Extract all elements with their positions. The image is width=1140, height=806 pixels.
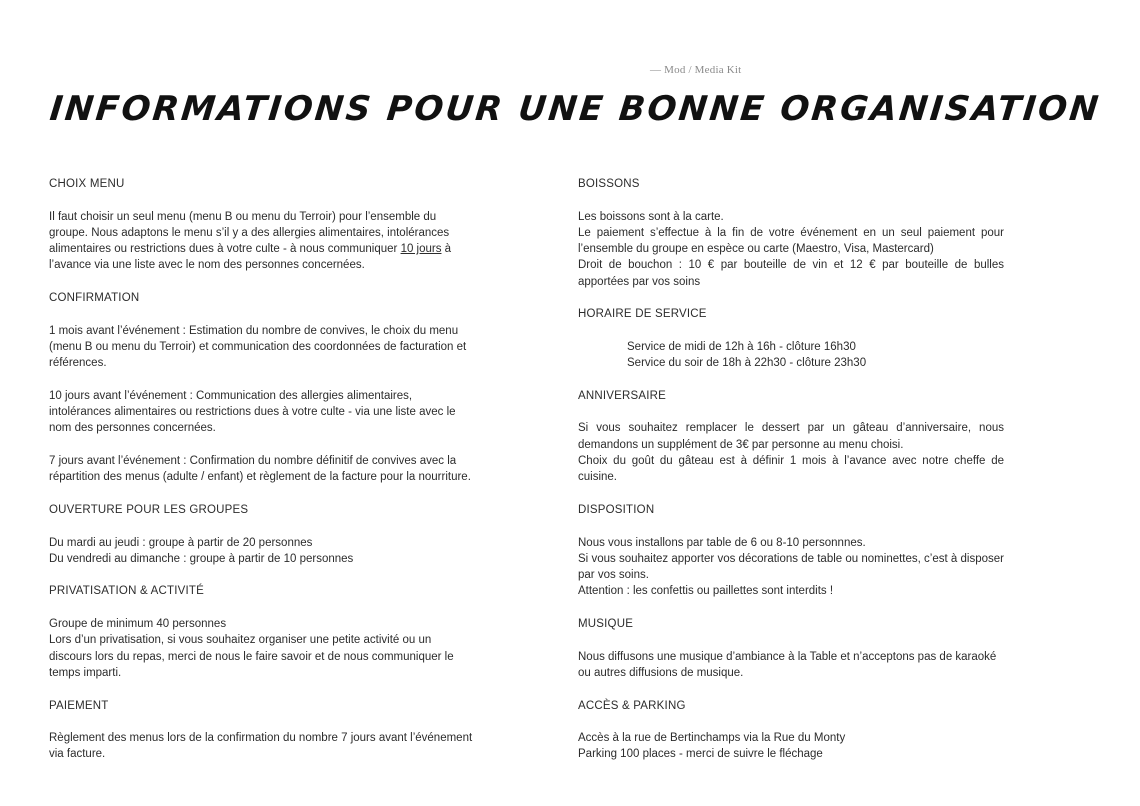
paiement-text: Règlement des menus lors de la confirmation du nombre 7 jours avant l’événement via facture. <box>49 732 473 761</box>
page-title: INFORMATIONS POUR UNE BONNE ORGANISATION <box>47 89 1103 129</box>
section-disposition <box>578 502 1004 600</box>
right-column <box>578 176 1004 779</box>
section-heading: PAIEMENT <box>49 699 109 712</box>
anniversaire-gout: Choix du goût du gâteau est à définir 1 mois à l’avance avec notre cheffe de cuisine. <box>578 455 1004 484</box>
section-horaire <box>578 306 1004 371</box>
section-ouverture <box>49 502 477 567</box>
privatisation-minimum: Groupe de minimum 40 personnes <box>49 618 227 631</box>
left-column <box>49 176 477 779</box>
boissons-text <box>578 209 1004 290</box>
section-heading: HORAIRE DE SERVICE <box>578 308 707 321</box>
confirmation-one-month: 1 mois avant l’événement : Estimation du nombre de convives, le choix du menu (menu B ou menu du Terroir) et communication des coordonnées de facturation et références. <box>49 324 467 370</box>
acces-text <box>578 730 1004 763</box>
anniversaire-text <box>578 420 1004 485</box>
section-boissons <box>578 176 1004 290</box>
confirmation-seven-days: 7 jours avant l’événement : Confirmation du nombre définitif de convives avec la répartition des menus (adulte / enfant) et règlement de la facture pour la nourriture. <box>49 455 471 484</box>
acces-rue: Accès à la rue de Bertinchamps via la Rue du Monty <box>578 732 846 745</box>
disposition-decorations: Si vous souhaitez apporter vos décorations de table ou nominettes, c’est à disposer par vos soins. <box>578 552 1004 582</box>
section-heading: MUSIQUE <box>578 618 634 631</box>
section-heading: CHOIX MENU <box>49 178 125 190</box>
disposition-text <box>578 535 1004 600</box>
confirmation-ten-days: 10 jours avant l’événement : Communication des allergies alimentaires, intolérances alimentaires ou restrictions dues à votre culte - via une liste avec le nom des personnes concernées. <box>49 389 456 435</box>
ouverture-weekday: Du mardi au jeudi : groupe à partir de 20 personnes <box>49 536 313 549</box>
ouverture-text <box>49 535 477 568</box>
privatisation-activity: Lors d’un privatisation, si vous souhaitez organiser une petite activité ou un discours lors du repas, merci de nous le faire savoir et de nous communiquer le temps imparti. <box>49 634 454 679</box>
disposition-tables: Nous vous installons par table de 6 ou 8-10 personnnes. <box>578 536 866 549</box>
section-heading: PRIVATISATION & ACTIVITÉ <box>49 585 204 598</box>
section-heading: OUVERTURE POUR LES GROUPES <box>49 503 249 516</box>
section-heading: ACCÈS & PARKING <box>578 699 686 712</box>
privatisation-text <box>49 616 477 681</box>
musique-text: Nous diffusons une musique d’ambiance à la Table et n’acceptons pas de karaoké ou autres diffusions de musique. <box>578 650 997 679</box>
section-privatisation <box>49 583 477 681</box>
section-acces <box>578 698 1004 763</box>
choix-menu-text <box>49 209 477 274</box>
choix-menu-text-part: Il faut choisir un seul menu (menu B ou menu du Terroir) pour l’ensemble du groupe. Nous adaptons le menu s’il y a des allergies alimentaires, intolérances alimentaires ou restrictions dues à votre culte - à nous communiquer <box>49 210 450 256</box>
boissons-paiement: Le paiement s’effectue à la fin de votre événement en un seul paiement pour l’ensemble du groupe en espèce ou carte (Maestro, Visa, Mastercard) <box>578 226 1004 256</box>
section-heading: ANNIVERSAIRE <box>578 389 667 402</box>
disposition-attention: Attention : les confettis ou paillettes sont interdits ! <box>578 585 834 598</box>
section-anniversaire <box>578 388 1004 486</box>
section-choix-menu <box>49 176 477 274</box>
section-heading: BOISSONS <box>578 178 640 190</box>
choix-menu-text-part: à l’avance via une liste avec le nom des personnes concernées. <box>49 243 452 272</box>
ten-days-emphasis: 10 jours <box>400 243 442 256</box>
horaire-text <box>578 339 1004 372</box>
section-paiement <box>49 698 477 763</box>
horaire-midi: Service de midi de 12h à 16h - clôture 16h30 <box>627 340 856 353</box>
section-heading: CONFIRMATION <box>49 292 140 305</box>
section-confirmation <box>49 290 477 486</box>
section-musique <box>578 616 1004 681</box>
media-kit-label: — Mod / Media Kit <box>650 64 742 76</box>
boissons-carte: Les boissons sont à la carte. <box>578 210 724 223</box>
anniversaire-supplement: Si vous souhaitez remplacer le dessert par un gâteau d’anniversaire, nous demandons un supplément de 3€ par personne au menu choisi. <box>578 422 1004 451</box>
horaire-soir: Service du soir de 18h à 22h30 - clôture 23h30 <box>627 357 867 370</box>
boissons-bouchon: Droit de bouchon : 10 € par bouteille de vin et 12 € par bouteille de bulles apportées par vos soins <box>578 259 1004 288</box>
acces-parking: Parking 100 places - merci de suivre le fléchage <box>578 748 823 761</box>
ouverture-weekend: Du vendredi au dimanche : groupe à partir de 10 personnes <box>49 552 354 565</box>
section-heading: DISPOSITION <box>578 503 655 516</box>
